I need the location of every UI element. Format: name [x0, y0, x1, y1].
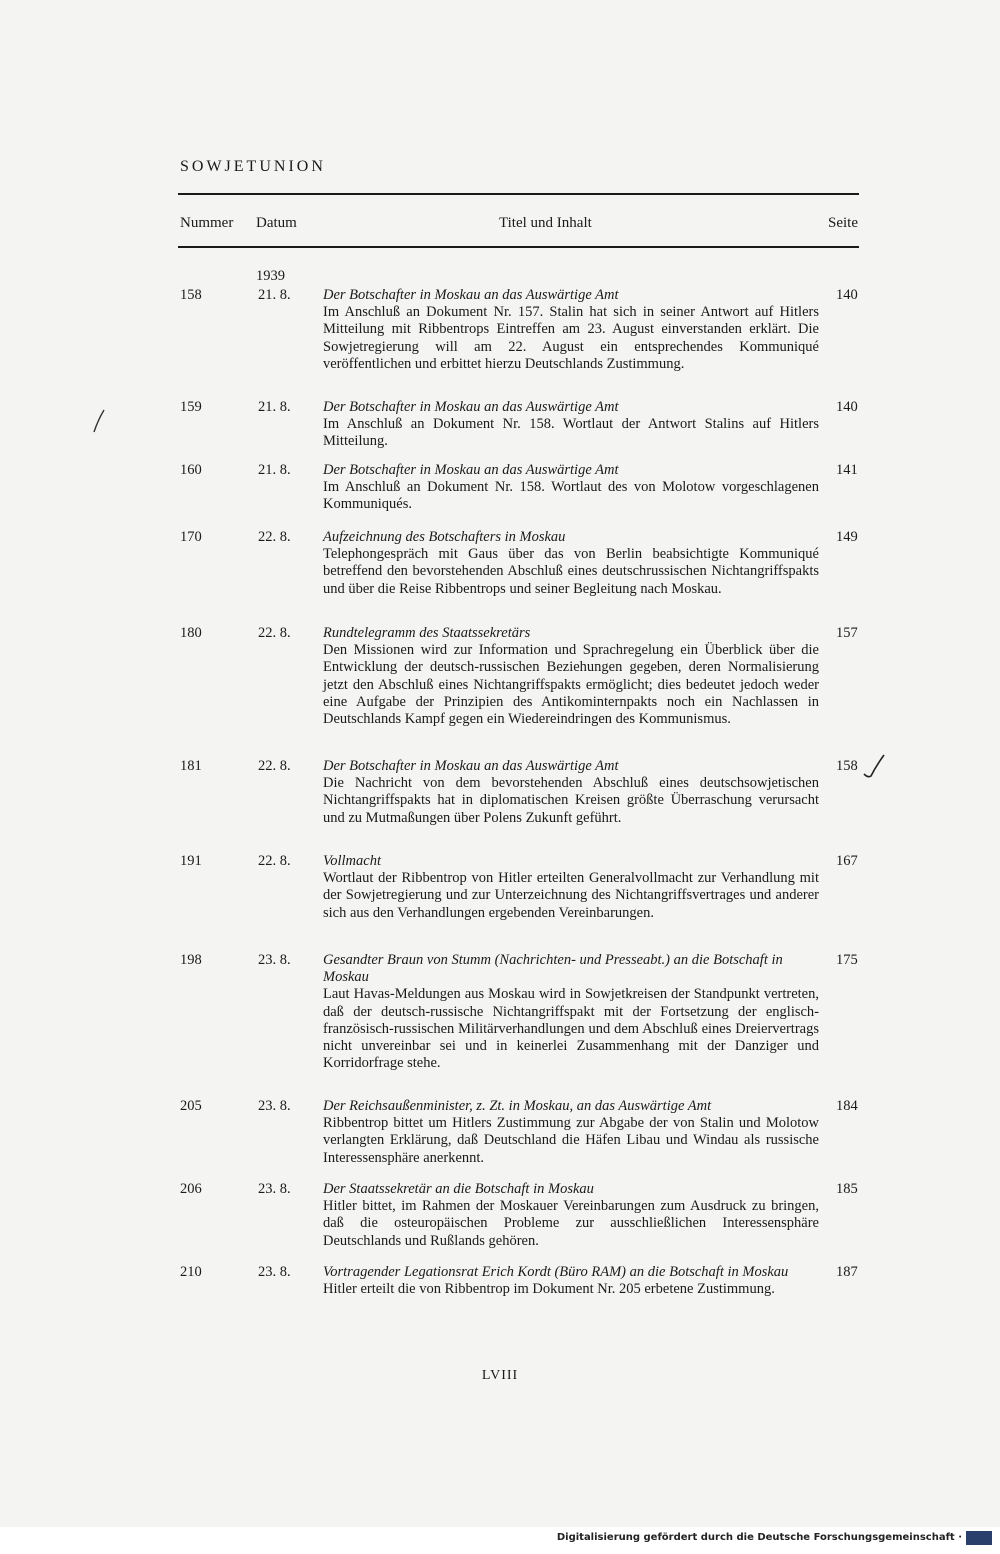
entry-title: Gesandter Braun von Stumm (Nachrichten- und Presseabt.) an die Botschaft in Moskau — [323, 952, 783, 986]
entry-title: Der Botschafter in Moskau an das Auswärtige Amt — [323, 399, 619, 415]
column-header-date: Datum — [256, 215, 297, 231]
entry-title: Der Botschafter in Moskau an das Auswärtige Amt — [323, 287, 619, 303]
dfg-logo — [966, 1531, 992, 1545]
entry-summary: Ribbentrop bittet um Hitlers Zustimmung zur Abgabe der von Stalin und Molotow verlangten Erklärung, daß Deutschland die Häfen Libau und Windau als russische Interessensphäre anerkennt. — [323, 1115, 819, 1166]
entry-summary: Im Anschluß an Dokument Nr. 157. Stalin hat sich in seiner Antwort auf Hitlers Mitteilung mit Ribbentrops Eintreffen am 23. August einverstanden erklärt. Die Sowjetregierung will am 22. August ein entsprechendes Kommuniqué veröffentlichen und erbittet hierzu Deutschlands Zustimmung. — [323, 304, 819, 372]
pencil-check-mark — [862, 752, 886, 782]
funding-credit: Digitalisierung gefördert durch die Deutsche Forschungsgemeinschaft · — [556, 1532, 962, 1543]
entry-number: 170 — [180, 529, 202, 545]
column-header-title: Titel und Inhalt — [499, 215, 592, 231]
header-rule-bottom — [178, 246, 859, 248]
entry-date: 21. 8. — [258, 462, 291, 478]
entry-page: 185 — [836, 1181, 858, 1197]
entry-page: 149 — [836, 529, 858, 545]
entry-summary: Laut Havas-Meldungen aus Moskau wird in Sowjetkreisen der Standpunkt vertreten, daß der deutsch-russische Nichtangriffspakt mit der Fortsetzung der englisch-französisch-russischen Militärverhandlungen und dem Abschluß eines Dreiervertrags nicht unvereinbar sei und in keinerlei Zusammenhang mit der Danziger und Korridorfrage stehe. — [323, 986, 819, 1072]
entry-date: 22. 8. — [258, 529, 291, 545]
entry-number: 206 — [180, 1181, 202, 1197]
entry-date: 22. 8. — [258, 853, 291, 869]
entry-title: Vollmacht — [323, 853, 381, 869]
entry-page: 140 — [836, 399, 858, 415]
entry-page: 175 — [836, 952, 858, 968]
entry-title: Der Staatssekretär an die Botschaft in Moskau — [323, 1181, 594, 1197]
entry-summary: Im Anschluß an Dokument Nr. 158. Wortlaut der Antwort Stalins auf Hitlers Mitteilung. — [323, 416, 819, 450]
entry-page: 184 — [836, 1098, 858, 1114]
column-header-number: Nummer — [180, 215, 234, 231]
entry-date: 22. 8. — [258, 625, 291, 641]
entry-number: 181 — [180, 758, 202, 774]
header-rule-top — [178, 193, 859, 195]
entry-number: 159 — [180, 399, 202, 415]
entry-date: 23. 8. — [258, 952, 291, 968]
entry-date: 23. 8. — [258, 1181, 291, 1197]
entry-title: Rundtelegramm des Staatssekretärs — [323, 625, 531, 641]
entry-number: 191 — [180, 853, 202, 869]
entry-date: 21. 8. — [258, 399, 291, 415]
entry-title: Aufzeichnung des Botschafters in Moskau — [323, 529, 566, 545]
entry-date: 23. 8. — [258, 1098, 291, 1114]
entry-summary: Wortlaut der Ribbentrop von Hitler erteilten Generalvollmacht zur Verhandlung mit der Sowjetregierung und zur Unterzeichnung des Nichtangriffsvertrages und anderer sich aus den Verhandlungen ergebenden Vereinbarungen. — [323, 870, 819, 921]
entry-summary: Den Missionen wird zur Information und Sprachregelung ein Überblick über die Entwicklung der deutsch-russischen Beziehungen gegeben, deren Normalisierung jetzt den Abschluß eines Nichtangriffspakts ermöglicht; dies bedeutet jedoch weder eine Aufgabe der Prinzipien des Antikominternpakts noch ein Nachlassen in Deutschlands Kampf gegen ein Wiedereindringen des Kommunismus. — [323, 642, 819, 728]
entry-page: 167 — [836, 853, 858, 869]
entry-title: Der Botschafter in Moskau an das Auswärtige Amt — [323, 462, 619, 478]
entry-page: 187 — [836, 1264, 858, 1280]
entry-summary: Im Anschluß an Dokument Nr. 158. Wortlaut des von Molotow vorgeschlagenen Kommuniqués. — [323, 479, 819, 513]
entry-title: Der Reichsaußenminister, z. Zt. in Moskau, an das Auswärtige Amt — [323, 1098, 712, 1114]
entry-page: 157 — [836, 625, 858, 641]
entry-number: 210 — [180, 1264, 202, 1280]
page-number: LVIII — [481, 1368, 519, 1383]
entry-number: 160 — [180, 462, 202, 478]
entry-date: 23. 8. — [258, 1264, 291, 1280]
entry-date: 22. 8. — [258, 758, 291, 774]
section-title: SOWJETUNION — [180, 158, 326, 175]
entry-number: 180 — [180, 625, 202, 641]
entry-date: 21. 8. — [258, 287, 291, 303]
entry-number: 158 — [180, 287, 202, 303]
entry-summary: Die Nachricht von dem bevorstehenden Abschluß eines deutschsowjetischen Nichtangriffspakts hat in diplomatischen Kreisen größte Überraschung verursacht und zu Mutmaßungen über Polens Zukunft geführt. — [323, 775, 819, 826]
entry-page: 140 — [836, 287, 858, 303]
entry-summary: Hitler bittet, im Rahmen der Moskauer Vereinbarungen zum Ausdruck zu bringen, daß die osteuropäischen Probleme zur ausschließlichen Interessensphäre Deutschlands und Rußlands gehören. — [323, 1198, 819, 1249]
year-label: 1939 — [256, 268, 285, 284]
entry-page: 141 — [836, 462, 858, 478]
entry-summary: Hitler erteilt die von Ribbentrop im Dokument Nr. 205 erbetene Zustimmung. — [323, 1281, 775, 1298]
entry-page: 158 — [836, 758, 858, 774]
entry-summary: Telephongespräch mit Gaus über das von Berlin beabsichtigte Kommuniqué betreffend den bevorstehenden Abschluß eines deutschrussischen Nichtangriffspakts und über die Reise Ribbentrops und seiner Begleitung nach Moskau. — [323, 546, 819, 597]
pencil-tick-mark — [92, 408, 106, 434]
column-header-page: Seite — [828, 215, 858, 231]
entry-number: 205 — [180, 1098, 202, 1114]
entry-title: Vortragender Legationsrat Erich Kordt (Büro RAM) an die Botschaft in Moskau — [323, 1264, 789, 1280]
entry-title: Der Botschafter in Moskau an das Auswärtige Amt — [323, 758, 619, 774]
entry-number: 198 — [180, 952, 202, 968]
